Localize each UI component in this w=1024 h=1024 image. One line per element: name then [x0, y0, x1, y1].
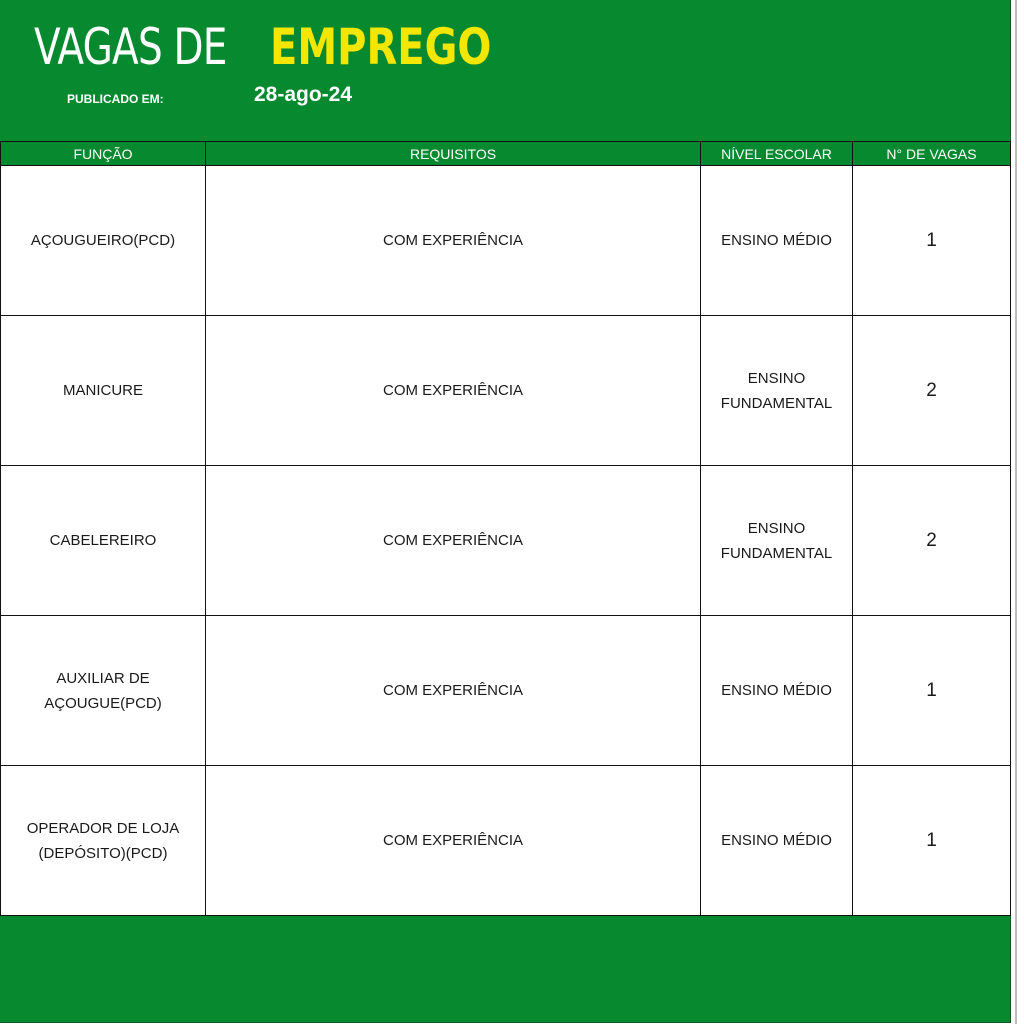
column-header-numero-vagas: N° DE VAGAS	[853, 142, 1011, 166]
column-header-requisitos: REQUISITOS	[206, 142, 701, 166]
cell-vagas: 2	[853, 466, 1011, 616]
cell-requisitos: COM EXPERIÊNCIA	[206, 166, 701, 316]
cell-funcao: AUXILIAR DE AÇOUGUE(PCD)	[1, 616, 206, 766]
cell-vagas: 2	[853, 316, 1011, 466]
cell-nivel: ENSINO MÉDIO	[701, 616, 853, 766]
cell-requisitos: COM EXPERIÊNCIA	[206, 466, 701, 616]
table-row	[1, 766, 1011, 916]
column-header-funcao: FUNÇÃO	[1, 142, 206, 166]
cell-vagas: 1	[853, 166, 1011, 316]
cell-funcao: MANICURE	[1, 316, 206, 466]
cell-vagas: 1	[853, 766, 1011, 916]
cell-nivel: ENSINO FUNDAMENTAL	[701, 466, 853, 616]
published-date: 28-ago-24	[254, 83, 353, 106]
cell-funcao: CABELEREIRO	[1, 466, 206, 616]
cell-requisitos: COM EXPERIÊNCIA	[206, 766, 701, 916]
table-header-row	[1, 142, 1011, 166]
column-header-nivel-escolar: NÍVEL ESCOLAR	[701, 142, 853, 166]
table-row	[1, 166, 1011, 316]
cell-vagas: 1	[853, 616, 1011, 766]
cell-requisitos: COM EXPERIÊNCIA	[206, 616, 701, 766]
cell-funcao: OPERADOR DE LOJA (DEPÓSITO)(PCD)	[1, 766, 206, 916]
cell-nivel: ENSINO MÉDIO	[701, 166, 853, 316]
cell-funcao: AÇOUGUEIRO(PCD)	[1, 166, 206, 316]
published-label: PUBLICADO EM:	[67, 92, 164, 106]
table-row	[1, 466, 1011, 616]
cell-nivel: ENSINO FUNDAMENTAL	[701, 316, 853, 466]
title-vagas-de: VAGAS DE	[34, 18, 227, 76]
title-emprego: EMPREGO	[270, 18, 492, 76]
jobs-table	[0, 141, 1011, 916]
table-row	[1, 616, 1011, 766]
table-row	[1, 316, 1011, 466]
cell-requisitos: COM EXPERIÊNCIA	[206, 316, 701, 466]
page-edge	[1011, 0, 1024, 1024]
cell-nivel: ENSINO MÉDIO	[701, 766, 853, 916]
